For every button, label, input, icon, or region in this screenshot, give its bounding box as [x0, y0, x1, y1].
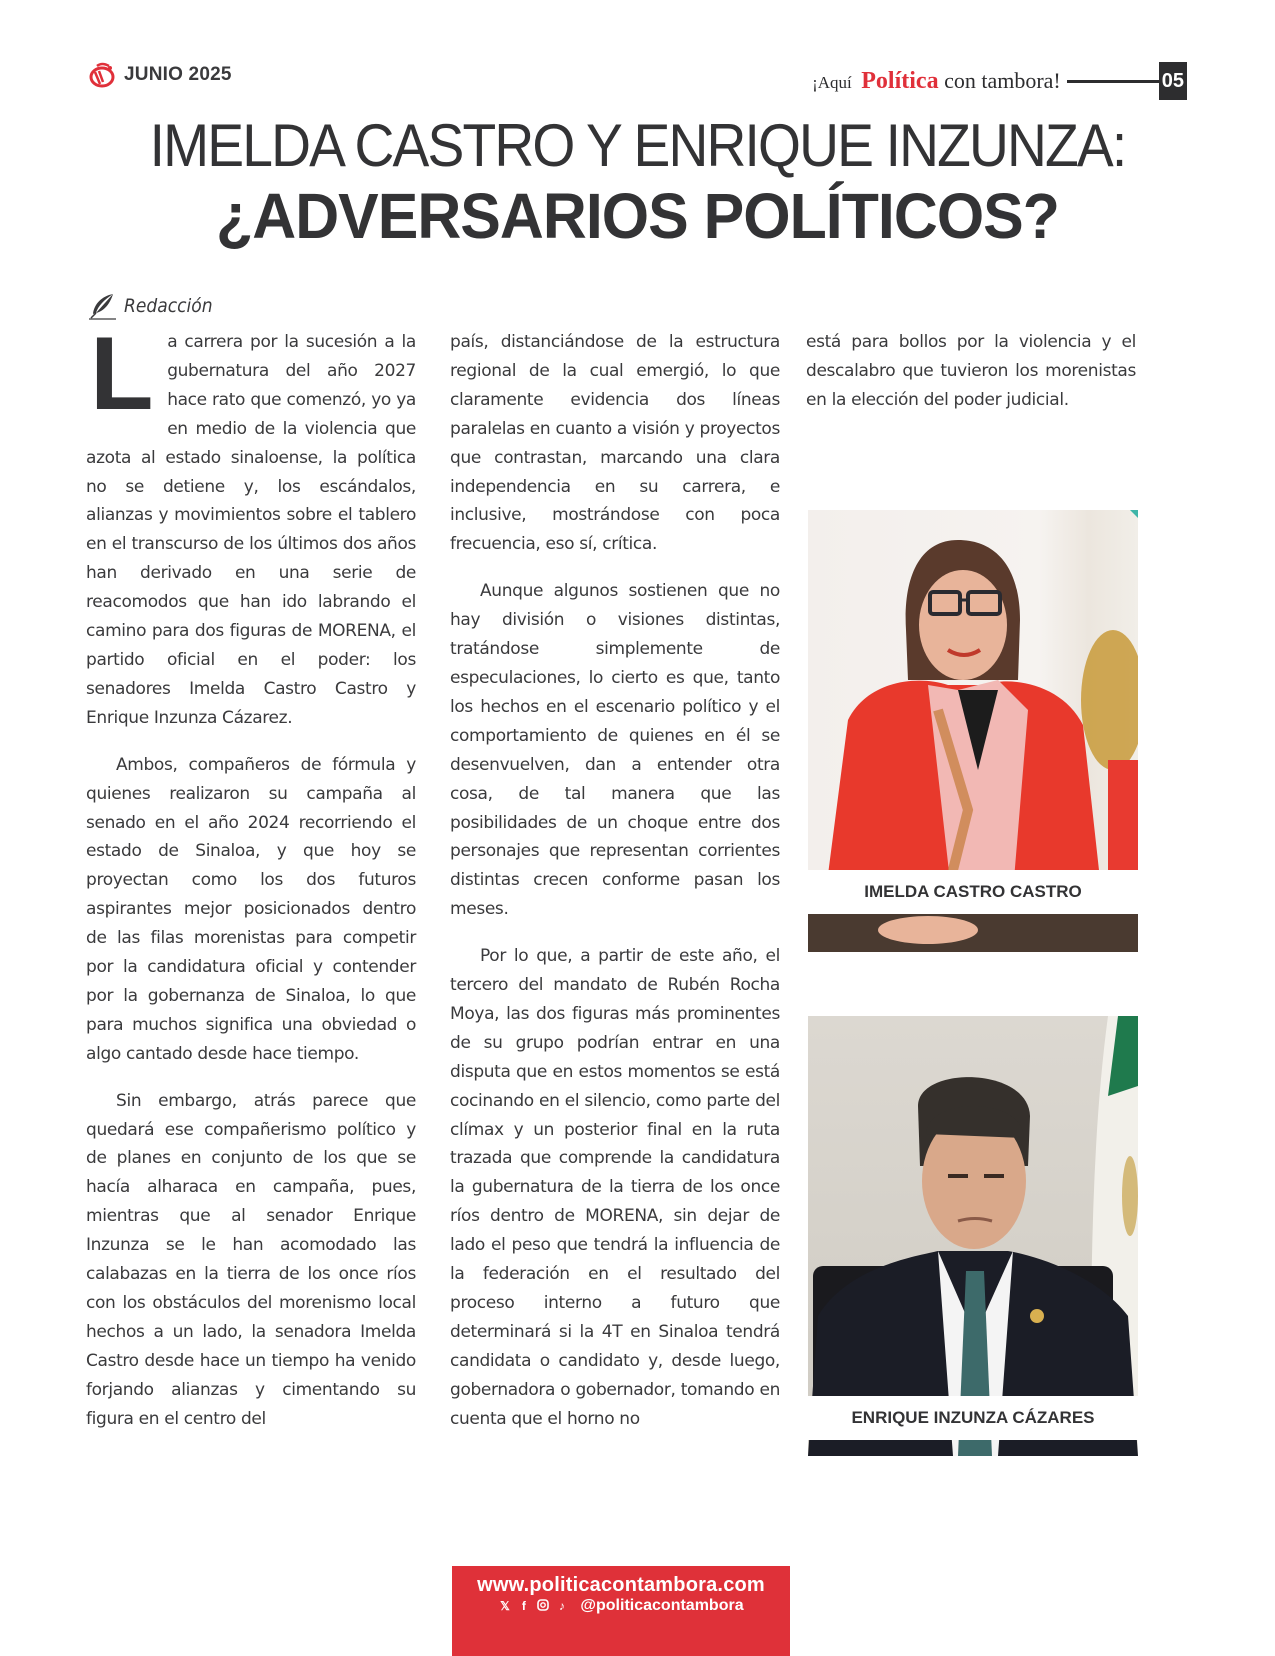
- slogan-pre: ¡Aquí: [812, 72, 852, 92]
- footer-band: [452, 1566, 790, 1656]
- byline-author: Redacción: [124, 295, 213, 317]
- facebook-icon[interactable]: f: [521, 1599, 526, 1613]
- social-handle[interactable]: @politicacontambora: [580, 1597, 744, 1614]
- website-link[interactable]: www.politicacontambora.com: [477, 1574, 765, 1596]
- photo-imelda-castro: [808, 510, 1138, 952]
- paragraph: Por lo que, a partir de este año, el tercero del mandato de Rubén Rocha Moya, las dos figuras más prominentes de su grupo podrían entrar en una disputa que en estos momentos se está cocinando en el silencio, como parte del clímax y un posterior final en la ruta trazada que comprende la candidatura la gubernatura de la tierra de los once ríos dentro de MORENA, sin dejar de lado el peso que tendrá la influencia de la federación en el resultado del proceso interno a futuro que determinará si la 4T en Sinaloa tendrá candidata o candidato y, desde luego, gobernadora o gobernador, tomando en cuenta que el horno no: [450, 946, 780, 1429]
- photo-enrique-inzunza: [808, 1016, 1138, 1456]
- drop-cap: L: [90, 316, 154, 432]
- instagram-icon[interactable]: [536, 1599, 549, 1614]
- paragraph: Ambos, compañeros de fórmula y quienes realizaron su campaña al senado en el año 2024 recorriendo el estado de Sinaloa, y que hoy se proyectan como los dos futuros aspirantes mejor posicionados dentro de las filas morenistas para competir por la candidatura oficial y contender por la gobernanza de Sinaloa, lo que para muchos significa una obviedad o algo cantado desde hace tiempo.: [86, 754, 416, 1064]
- paragraph: [86, 316, 416, 733]
- tiktok-icon[interactable]: ♪: [558, 1599, 565, 1613]
- headline-line-1: IMELDA CASTRO Y ENRIQUE INZUNZA:: [149, 112, 1126, 179]
- paragraph-text: a carrera por la sucesión a la gubernatura del año 2027 hace rato que comenzó, yo ya en medio de la violencia que azota al estado sinaloense, la política no se detiene y, los escándalos, alianzas y movimientos sobre el tablero en el transcurso de los últimos dos años han derivado en una serie de reacomodos que han ido labrando el camino para dos figuras de MORENA, el partido oficial en el poder: los senadores Imelda Castro Castro y Enrique Inzunza Cázarez.: [86, 332, 416, 728]
- paragraph: Aunque algunos sostienen que no hay división o visiones distintas, tratándose simplemente de especulaciones, lo cierto es que, tanto los hechos en el escenario político y el comportamiento de quienes en él se desenvuelven, dan a entender otra cosa, de tal manera que las posibilidades de un choque entre dos personajes que representan corrientes distintas crecen conforme pasan los meses.: [450, 581, 780, 920]
- article-headline: [60, 112, 1215, 252]
- issue-header: [88, 62, 232, 88]
- tambora-logo-icon: [88, 62, 116, 88]
- social-links: [452, 1597, 790, 1615]
- article-column-1: [86, 316, 416, 1452]
- headline-line-2: ¿ADVERSARIOS POLÍTICOS?: [216, 180, 1059, 252]
- slogan-accent: Política: [861, 67, 939, 94]
- paragraph: Sin embargo, atrás parece que quedará ese compañerismo político y de planes en conjunto de los que se hacía alharaca en campaña, pues, mientras que al senador Enrique Inzunza se le han acomodado las calabazas en la tierra de los once ríos con los obstáculos del morenismo local hechos a un lado, la senadora Imelda Castro desde hace un tiempo ha venido forjando alianzas y cimentando su figura en el centro del: [86, 1090, 416, 1429]
- photo-caption: IMELDA CASTRO CASTRO: [808, 870, 1138, 914]
- paragraph: está para bollos por la violencia y el descalabro que tuvieron los morenistas en la elección del poder judicial.: [806, 332, 1136, 410]
- x-icon[interactable]: 𝕏: [500, 1599, 510, 1613]
- header-rule: [1067, 80, 1159, 83]
- paragraph: país, distanciándose de la estructura regional de la cual emergió, lo que claramente evidencia dos líneas paralelas en cuanto a visión y proyectos que contrastan, marcando una clara independencia en su carrera, e inclusive, mostrándose con poca frecuencia, eso sí, crítica.: [450, 332, 780, 555]
- portrait-man-illustration: [808, 1016, 1138, 1456]
- slogan: [812, 68, 1061, 95]
- issue-date: JUNIO 2025: [124, 64, 232, 85]
- article-column-2: [450, 328, 780, 1452]
- article-column-3: [806, 328, 1136, 433]
- photo-caption: ENRIQUE INZUNZA CÁZARES: [808, 1396, 1138, 1440]
- slogan-post: con tambora!: [944, 67, 1061, 93]
- page-number: 05: [1159, 62, 1187, 100]
- masthead-slogan: [812, 62, 1187, 100]
